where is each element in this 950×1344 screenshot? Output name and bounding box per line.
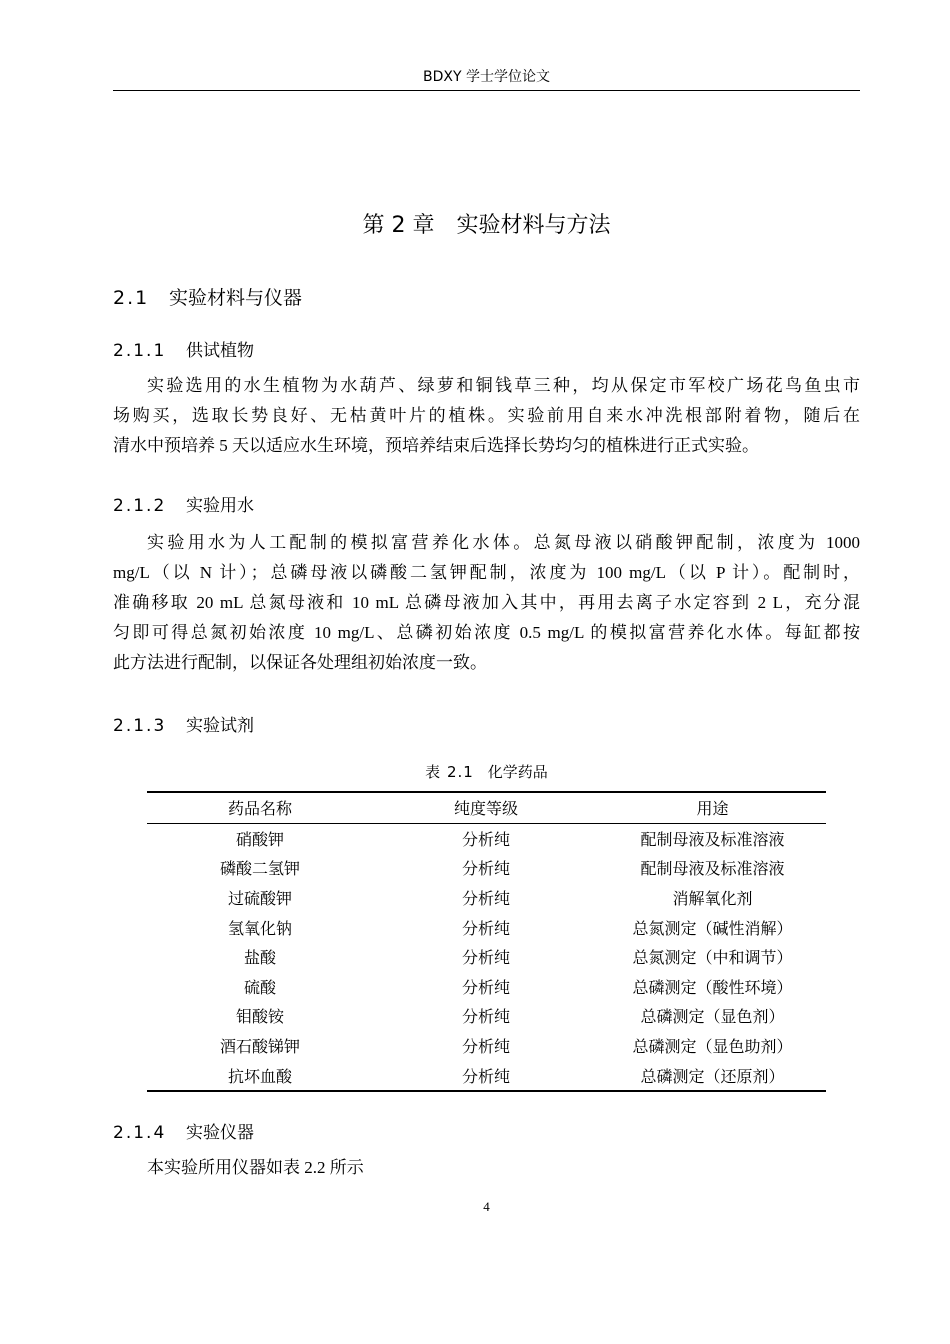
table-cell: 分析纯 <box>461 861 510 879</box>
table-cell: 盐酸 <box>243 950 276 968</box>
section-number: 2.1.3 <box>113 716 167 736</box>
table-cell: 分析纯 <box>461 920 510 938</box>
table-row <box>147 853 826 883</box>
table-cell: 硫酸 <box>243 979 276 997</box>
section-heading-2-1-4 <box>113 1118 254 1143</box>
page-number-text: 4 <box>483 1199 490 1214</box>
section-number: 2.1.1 <box>113 341 167 361</box>
paragraph-line: 实验选用的水生植物为水葫芦、绿萝和铜钱草三种，均从保定市军校广场花鸟鱼虫市 <box>147 376 860 395</box>
table-caption-number: 表 2.1 <box>425 763 474 781</box>
section-title: 供试植物 <box>186 341 254 361</box>
table-caption <box>113 761 860 782</box>
table-row <box>147 1060 826 1091</box>
paragraph-line: 实验用水为人工配制的模拟富营养化水体。总氮母液以硝酸钾配制，浓度为 1000 <box>147 533 860 552</box>
table-cell: 过硫酸钾 <box>227 891 292 909</box>
section-title: 实验试剂 <box>186 716 254 736</box>
table-header-row <box>147 792 826 823</box>
table-cell: 分析纯 <box>461 979 510 997</box>
table-cell: 总磷测定（显色助剂） <box>632 1039 793 1057</box>
table-cell: 总磷测定（还原剂） <box>640 1068 785 1086</box>
paragraph-line: 准确移取 20 mL 总氮母液和 10 mL 总磷母液加入其中，再用去离子水定容到 2 L，充分混 <box>113 593 860 612</box>
table-cell: 配制母液及标准溶液 <box>640 861 785 879</box>
column-header-name: 药品名称 <box>227 801 292 819</box>
paragraph-water <box>113 528 860 678</box>
table-cell: 分析纯 <box>461 1068 510 1086</box>
table-cell: 分析纯 <box>461 1009 510 1027</box>
table-cell: 总磷测定（显色剂） <box>640 1009 785 1027</box>
paragraph-line: 清水中预培养 5 天以适应水生环境，预培养结束后选择长势均匀的植株进行正式实验。 <box>113 436 759 455</box>
page-header <box>113 66 860 86</box>
chapter-name: 实验材料与方法 <box>456 213 611 238</box>
table-cell: 消解氧化剂 <box>672 891 753 909</box>
paragraph-plants <box>113 371 860 461</box>
table-cell: 配制母液及标准溶液 <box>640 831 785 849</box>
section-number: 2.1.4 <box>113 1123 167 1143</box>
table-cell: 分析纯 <box>461 831 510 849</box>
section-heading-2-1-3 <box>113 711 254 736</box>
table-cell: 总氮测定（碱性消解） <box>632 920 793 938</box>
table-row <box>147 883 826 913</box>
table-cell: 总氮测定（中和调节） <box>632 950 793 968</box>
paragraph-line: 此方法进行配制，以保证各处理组初始浓度一致。 <box>113 653 487 672</box>
section-heading-2-1-2 <box>113 491 254 516</box>
table-caption-title: 化学药品 <box>487 763 548 781</box>
table-cell: 硝酸钾 <box>235 831 284 849</box>
table-cell: 分析纯 <box>461 891 510 909</box>
table-row <box>147 912 826 942</box>
table-cell: 酒石酸锑钾 <box>219 1039 300 1057</box>
section-title: 实验仪器 <box>186 1123 254 1143</box>
section-title: 实验材料与仪器 <box>169 287 303 309</box>
table-cell: 氢氧化钠 <box>227 920 292 938</box>
chapter-number: 第 2 章 <box>362 213 435 238</box>
table-cell: 分析纯 <box>461 1039 510 1057</box>
chapter-title <box>113 208 860 239</box>
section-title: 实验用水 <box>186 496 254 516</box>
paragraph-line: 匀即可得总氮初始浓度 10 mg/L、总磷初始浓度 0.5 mg/L 的模拟富营养化水体。每缸都按 <box>113 623 860 642</box>
table-cell: 钼酸铵 <box>235 1009 284 1027</box>
page-number <box>113 1199 860 1215</box>
section-number: 2.1.2 <box>113 496 167 516</box>
paragraph-line: 场购买，选取长势良好、无枯黄叶片的植株。实验前用自来水冲洗根部附着物，随后在 <box>113 406 860 425</box>
paragraph-line: mg/L（以 N 计）；总磷母液以磷酸二氢钾配制，浓度为 100 mg/L（以 P 计）。配制时， <box>113 563 860 582</box>
column-header-grade: 纯度等级 <box>453 801 518 819</box>
header-rule <box>113 90 860 91</box>
section-heading-2-1-1 <box>113 336 254 361</box>
section-heading-2-1 <box>113 283 302 310</box>
table-row <box>147 942 826 972</box>
table-cell: 总磷测定（酸性环境） <box>632 979 793 997</box>
chemicals-table <box>147 791 826 1092</box>
table-cell: 分析纯 <box>461 950 510 968</box>
section-number: 2.1 <box>113 287 150 309</box>
table-row <box>147 1031 826 1061</box>
table-row <box>147 823 826 853</box>
table-cell: 抗坏血酸 <box>227 1068 292 1086</box>
table-cell: 磷酸二氢钾 <box>219 861 300 879</box>
table-row <box>147 972 826 1002</box>
table-row <box>147 1001 826 1031</box>
header-title: BDXY 学士学位论文 <box>423 69 550 85</box>
paragraph-instruments <box>113 1153 860 1183</box>
paragraph-line: 本实验所用仪器如表 2.2 所示 <box>147 1158 364 1177</box>
column-header-usage: 用途 <box>696 801 729 819</box>
